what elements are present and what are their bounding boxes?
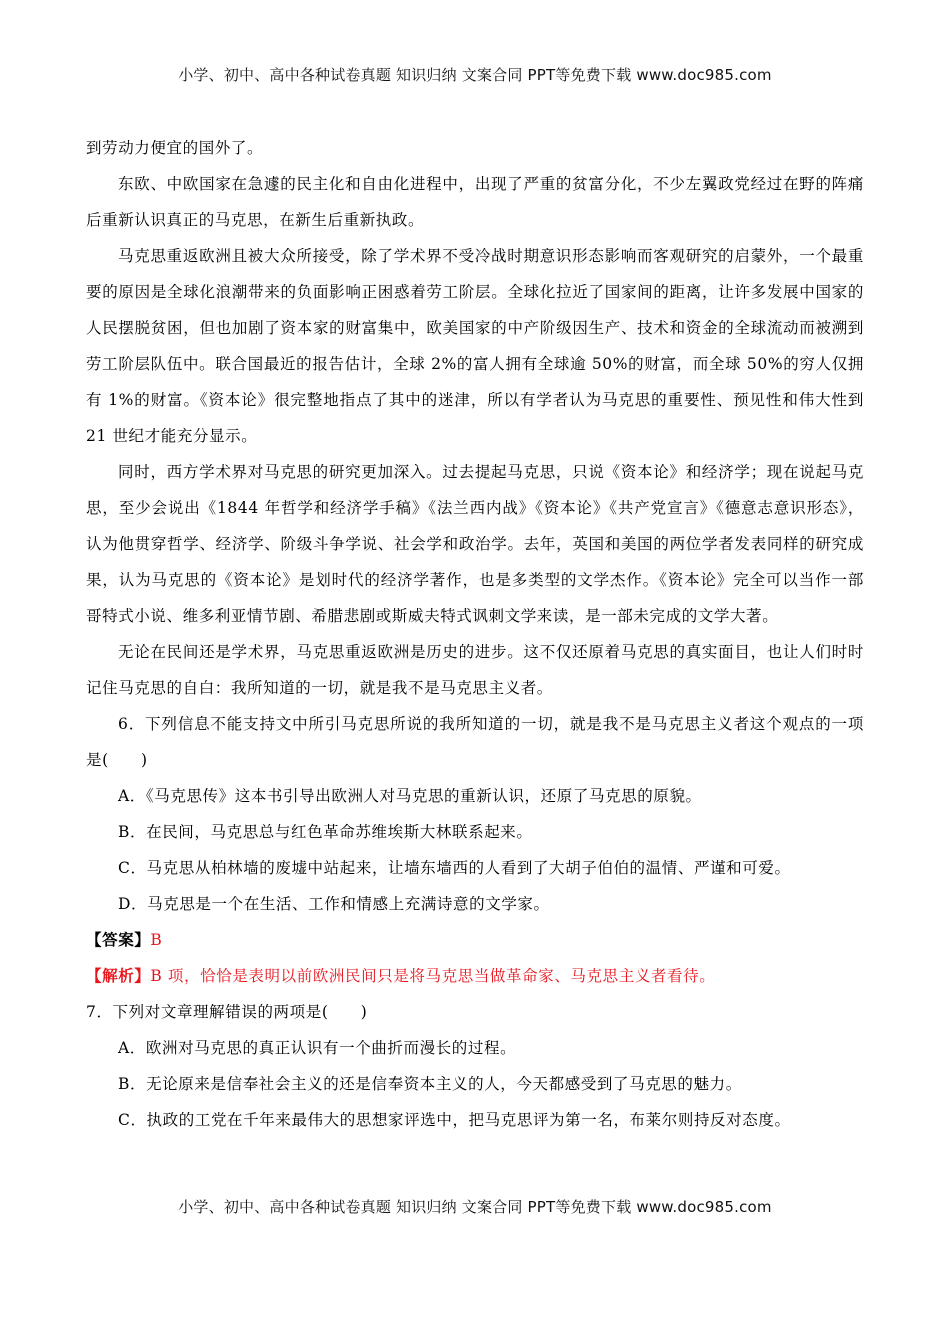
article-paragraph-0: 到劳动力便宜的国外了。 — [86, 139, 264, 157]
question-6-stem: 6．下列信息不能支持文中所引马克思所说的我所知道的一切，就是我不是马克思主义者这个观点的一项是( ) — [86, 715, 864, 769]
question-6-option-c: C．马克思从柏林墙的废墟中站起来，让墙东墙西的人看到了大胡子伯伯的温情、严谨和可爱。 — [118, 859, 791, 877]
question-7-option-a: A．欧洲对马克思的真正认识有一个曲折而漫长的过程。 — [118, 1039, 517, 1057]
question-7-stem: 7．下列对文章理解错误的两项是( ) — [86, 1003, 368, 1021]
question-6-analysis — [86, 958, 864, 994]
article-paragraph-3: 同时，西方学术界对马克思的研究更加深入。过去提起马克思，只说《资本论》和经济学；现在说起马克思，至少会说出《1844 年哲学和经济学手稿》《法兰西内战》《资本论》《共产党宣言》《德意志意识形态》，认为他贯穿哲学、经济学、阶级斗争学说、社会学和政治学。去年，英国和美国的两位学者发表同样的研究成果，认为马克思的《资本论》是划时代的经济学著作，也是多类型的文学杰作。《资本论》完全可以当作一部哥特式小说、维多利亚情节剧、希腊悲剧或斯威夫特式讽刺文学来读，是一部未完成的文学大著。 — [86, 463, 864, 625]
answer-value: B — [150, 931, 163, 949]
document-body — [86, 130, 864, 1138]
analysis-label: 【解析】 — [86, 967, 151, 985]
article-paragraph-4: 无论在民间还是学术界，马克思重返欧洲是历史的进步。这不仅还原着马克思的真实面目，也让人们时时记住马克思的自白：我所知道的一切，就是我不是马克思主义者。 — [86, 643, 864, 697]
article-paragraph-2: 马克思重返欧洲且被大众所接受，除了学术界不受冷战时期意识形态影响而客观研究的启蒙外，一个最重要的原因是全球化浪潮带来的负面影响正困惑着劳工阶层。全球化拉近了国家间的距离，让许多发展中国家的人民摆脱贫困，但也加剧了资本家的财富集中，欧美国家的中产阶级因生产、技术和资金的全球流动而被溯到劳工阶层队伍中。联合国最近的报告估计，全球 2%的富人拥有全球逾 50%的财富，而全球 50%的穷人仅拥有 1%的财富。《资本论》很完整地指点了其中的迷津，所以有学者认为马克思的重要性、预见性和伟大性到 21 世纪才能充分显示。 — [86, 247, 864, 445]
page-footer: 小学、初中、高中各种试卷真题 知识归纳 文案合同 PPT等免费下载 www.doc985.com — [178, 1198, 772, 1216]
question-7-option-c: C．执政的工党在千年来最伟大的思想家评选中，把马克思评为第一名，布莱尔则持反对态度。 — [118, 1111, 791, 1129]
article-paragraph-1: 东欧、中欧国家在急遽的民主化和自由化进程中，出现了严重的贫富分化，不少左翼政党经过在野的阵痛后重新认识真正的马克思，在新生后重新执政。 — [86, 175, 864, 229]
page-header: 小学、初中、高中各种试卷真题 知识归纳 文案合同 PPT等免费下载 www.doc985.com — [178, 66, 772, 84]
question-6-option-a: A．《马克思传》这本书引导出欧洲人对马克思的重新认识，还原了马克思的原貌。 — [118, 787, 702, 805]
question-6-option-d: D．马克思是一个在生活、工作和情感上充满诗意的文学家。 — [118, 895, 550, 913]
question-6-option-b: B．在民间，马克思总与红色革命苏维埃斯大林联系起来。 — [118, 823, 533, 841]
analysis-value: B 项，恰恰是表明以前欧洲民间只是将马克思当做革命家、马克思主义者看待。 — [150, 967, 716, 985]
answer-label: 【答案】 — [86, 931, 151, 949]
question-7-option-b: B．无论原来是信奉社会主义的还是信奉资本主义的人，今天都感受到了马克思的魅力。 — [118, 1075, 742, 1093]
question-6-answer — [86, 922, 864, 958]
